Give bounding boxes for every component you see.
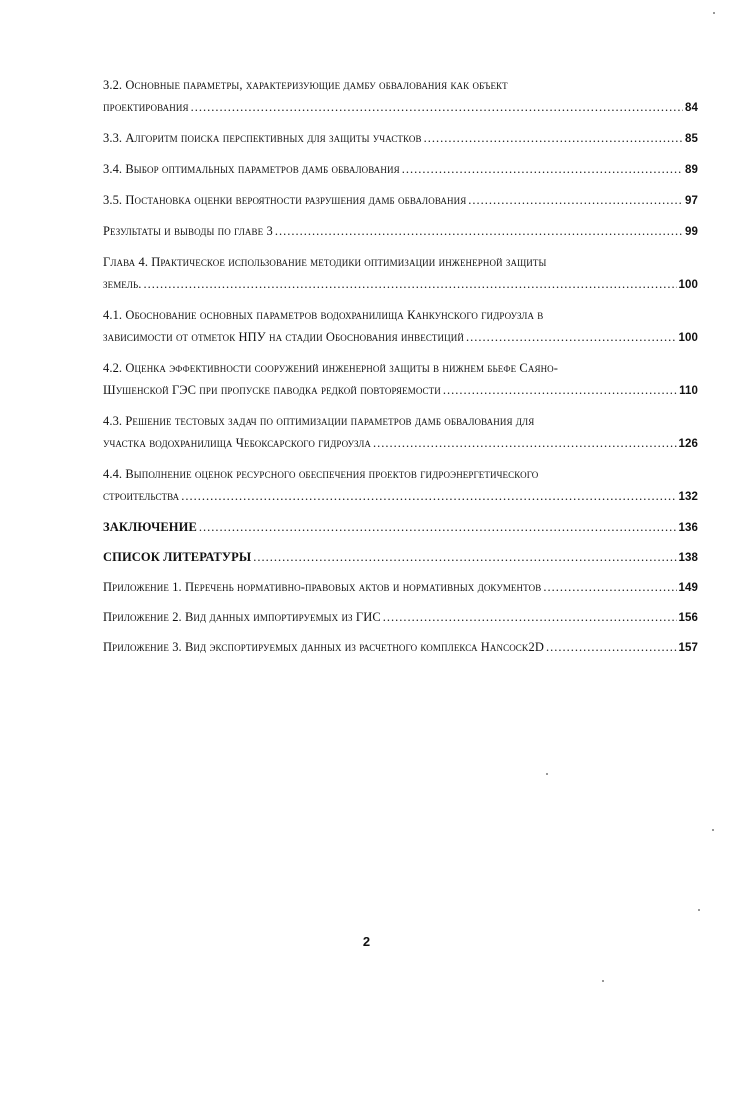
toc-entry-line	[103, 379, 698, 402]
toc-leader-dots	[383, 606, 677, 628]
toc-leader-dots	[466, 326, 677, 348]
toc-page-number: 99	[685, 226, 698, 238]
toc-entry[interactable]	[103, 606, 698, 629]
toc-entry-text: СПИСОК ЛИТЕРАТУРЫ	[103, 550, 252, 564]
toc-entry-text: Приложение 1. Перечень нормативно-правовых актов и нормативных документов	[103, 580, 542, 594]
scan-speck	[546, 773, 548, 775]
toc-entry[interactable]	[103, 127, 698, 150]
toc-entry-text: 4.4. Выполнение оценок ресурсного обеспечения проектов гидроэнергетического	[103, 467, 539, 481]
toc-entry-line	[103, 273, 698, 296]
toc-entry-line	[103, 127, 698, 150]
toc-leader-dots	[144, 273, 677, 295]
toc-entry-text: Приложение 3. Вид экспортируемых данных из расчетного комплекса Hancock2D	[103, 640, 544, 654]
toc-page-number: 149	[678, 582, 698, 594]
toc-page-number: 84	[685, 102, 698, 114]
toc-page-number: 126	[678, 438, 698, 450]
toc-leader-dots	[543, 576, 676, 598]
toc-entry-text: ЗАКЛЮЧЕНИЕ	[103, 520, 197, 534]
scan-speck	[713, 12, 715, 14]
toc-entry-text: 4.1. Обоснование основных параметров водохранилища Канкунского гидроузла в	[103, 308, 544, 322]
toc-entry[interactable]	[103, 304, 698, 349]
toc-entry[interactable]	[103, 546, 698, 569]
toc-page-number: 138	[678, 552, 698, 564]
toc-entry-text: проектирования	[103, 100, 189, 114]
toc-entry-text: строительства	[103, 489, 180, 503]
page-number: 2	[362, 934, 371, 949]
toc-entry-text: Приложение 2. Вид данных импортируемых из ГИС	[103, 610, 381, 624]
toc-entry-text: Шушенской ГЭС при пропуске паводка редкой повторяемости	[103, 383, 441, 397]
toc-entry-line	[103, 326, 698, 349]
toc-entry[interactable]	[103, 410, 698, 455]
toc-entry[interactable]	[103, 74, 698, 119]
toc-page-number: 97	[685, 195, 698, 207]
toc-entry[interactable]	[103, 576, 698, 599]
toc-leader-dots	[199, 516, 677, 538]
toc-entry-line	[103, 220, 698, 243]
toc-entry-text: земель.	[103, 277, 142, 291]
toc-entry[interactable]	[103, 516, 698, 539]
toc-entry-text: 3.5. Постановка оценки вероятности разрушения дамб обвалования	[103, 193, 467, 207]
toc-entry[interactable]	[103, 357, 698, 402]
toc-entry[interactable]	[103, 251, 698, 296]
toc-page-number: 156	[678, 612, 698, 624]
scan-speck	[602, 980, 604, 982]
toc-entry-line	[103, 485, 698, 508]
toc-page-number: 89	[685, 164, 698, 176]
toc-entry-text: 3.3. Алгоритм поиска перспективных для защиты участков	[103, 131, 422, 145]
toc-leader-dots	[402, 158, 683, 180]
toc-leader-dots	[546, 636, 677, 658]
toc-entry-text: 4.2. Оценка эффективности сооружений инженерной защиты в нижнем бьефе Саяно-	[103, 361, 559, 375]
toc-leader-dots	[181, 485, 676, 507]
toc-entry-line	[103, 636, 698, 659]
toc-leader-dots	[275, 220, 683, 242]
toc-entry-text: 3.2. Основные параметры, характеризующие дамбу обвалования как объект	[103, 78, 508, 92]
toc-entry[interactable]	[103, 158, 698, 181]
toc-entry-line	[103, 189, 698, 212]
toc-entry[interactable]	[103, 220, 698, 243]
toc-page-number: 100	[678, 332, 698, 344]
toc-entry-line	[103, 96, 698, 119]
toc-leader-dots	[373, 432, 676, 454]
toc-page-number: 100	[678, 279, 698, 291]
toc-page-number: 110	[679, 385, 698, 397]
toc-leader-dots	[468, 189, 683, 211]
toc-entry[interactable]	[103, 463, 698, 508]
toc-entry-text: зависимости от отметок НПУ на стадии Обоснования инвестиций	[103, 330, 464, 344]
toc-entry-line	[103, 576, 698, 599]
toc-entry-text: 3.4. Выбор оптимальных параметров дамб обвалования	[103, 162, 400, 176]
toc-leader-dots	[253, 546, 676, 568]
scan-speck	[712, 829, 714, 831]
toc-entry-text: 4.3. Решение тестовых задач по оптимизации параметров дамб обвалования для	[103, 414, 535, 428]
toc-entry-line	[103, 606, 698, 629]
toc-page-number: 157	[678, 642, 698, 654]
toc-entry[interactable]	[103, 189, 698, 212]
toc-entry-text: участка водохранилища Чебоксарского гидроузла	[103, 436, 372, 450]
toc-entry-line	[103, 432, 698, 455]
toc-entry-line	[103, 158, 698, 181]
toc-entry-text: Результаты и выводы по главе 3	[103, 224, 273, 238]
toc-entry-line	[103, 546, 698, 569]
toc-entry-line	[103, 516, 698, 539]
toc-entry-text: Глава 4. Практическое использование методики оптимизации инженерной защиты	[103, 255, 547, 269]
table-of-contents	[103, 66, 698, 659]
scan-speck	[698, 909, 700, 911]
toc-entry[interactable]	[103, 636, 698, 659]
toc-page-number: 132	[678, 491, 698, 503]
toc-leader-dots	[424, 127, 683, 149]
toc-page-number: 136	[678, 522, 698, 534]
toc-leader-dots	[191, 96, 683, 118]
toc-page-number: 85	[685, 133, 698, 145]
toc-leader-dots	[443, 379, 677, 401]
